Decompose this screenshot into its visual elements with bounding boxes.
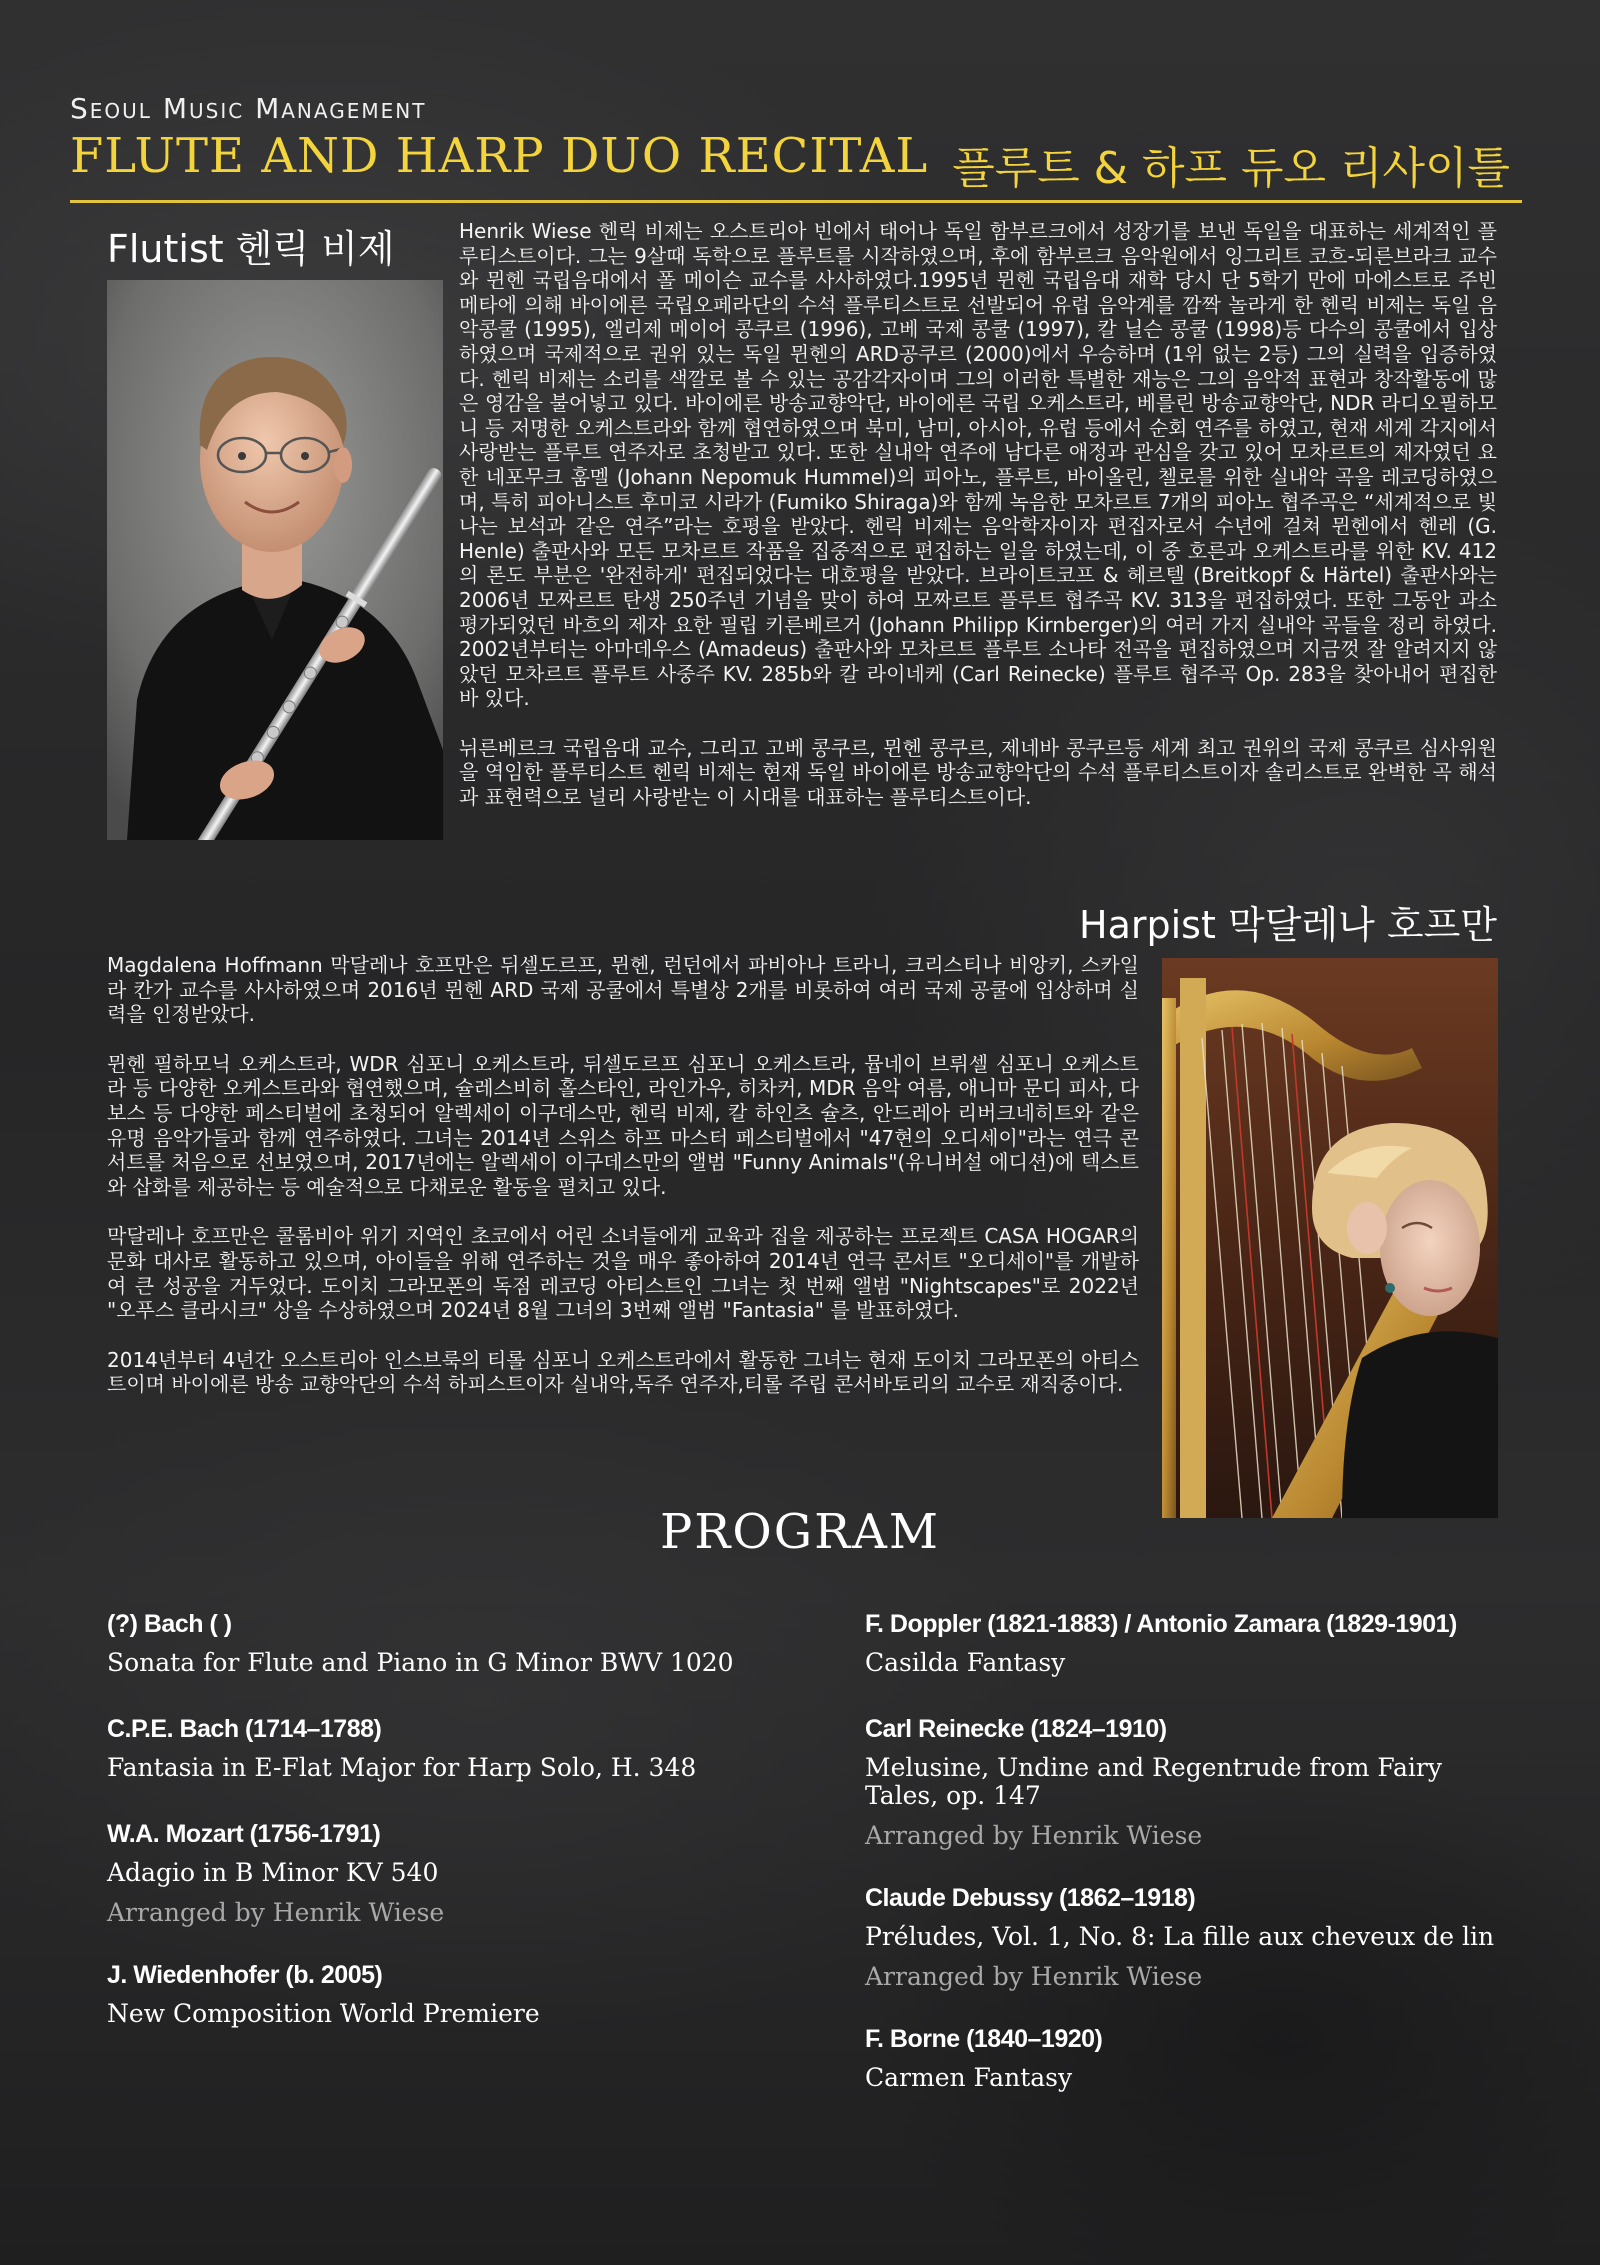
program-item: [865, 1715, 1505, 1850]
flutist-portrait-icon: [107, 280, 443, 840]
program-item: [107, 1961, 807, 2028]
arranger: Arranged by Henrik Wiese: [107, 1898, 445, 1927]
work-title: Fantasia in E-Flat Major for Harp Solo, H. 348: [107, 1753, 697, 1782]
title-korean: 플루트 & 하프 듀오 리사이틀: [952, 143, 1510, 194]
flutist-heading: Flutist 헨릭 비제: [107, 227, 395, 271]
program-item: [865, 1610, 1505, 1677]
program-left-column: [107, 1610, 807, 2066]
title-row: [70, 128, 1522, 203]
harpist-portrait-icon: [1162, 958, 1498, 1518]
program-item: [107, 1715, 807, 1782]
program-item: [865, 1884, 1505, 1991]
brand-name: Seoul Music Management: [70, 92, 427, 125]
work-title: Casilda Fantasy: [865, 1648, 1066, 1677]
work-title: Adagio in B Minor KV 540: [107, 1858, 439, 1887]
arranger: Arranged by Henrik Wiese: [865, 1821, 1203, 1850]
harpist-bio-paragraph: 2014년부터 4년간 오스트리아 인스브룩의 티롤 심포니 오케스트라에서 활동한 그녀는 현재 도이치 그라모폰의 아티스트이며 바이에른 방송 교향악단의 수석 하피스트이자 실내악,독주 연주자,티롤 주립 콘서바토리의 교수로 재직중이다.: [107, 1347, 1139, 1397]
harpist-portrait-image: [1162, 958, 1498, 1518]
composer: J. Wiedenhofer (b. 2005): [107, 1961, 383, 1989]
composer: C.P.E. Bach (1714–1788): [107, 1715, 382, 1743]
work-title: Melusine, Undine and Regentrude from Fairy Tales, op. 147: [865, 1753, 1442, 1810]
program-right-column: [865, 1610, 1505, 2130]
composer: Carl Reinecke (1824–1910): [865, 1715, 1167, 1743]
harpist-heading: Harpist 막달레나 호프만: [1079, 903, 1497, 947]
title-english: FLUTE AND HARP DUO RECITAL: [70, 128, 929, 184]
program-item: [107, 1610, 807, 1677]
harpist-bio-paragraph: Magdalena Hoffmann 막달레나 호프만은 뒤셀도르프, 뮌헨, 런던에서 파비아나 트라니, 크리스티나 비앙키, 스카일라 칸가 교수를 사사하였으며 2016년 뮌헨 ARD 국제 공쿨에서 특별상 2개를 비롯하여 여러 국제 공쿨에 입상하며 실력을 인정받았다.: [107, 953, 1139, 1027]
flutist-bio-paragraph: Henrik Wiese 헨릭 비제는 오스트리아 빈에서 태어나 독일 함부르크에서 성장기를 보낸 독일을 대표하는 세계적인 플루티스트이다. 그는 9살때 독학으로 플루트를 시작하였으며, 후에 함부르크 음악원에서 잉그리트 코흐-되른브라크 교수와 뮌헨 국립음대에서 폴 메이슨 교수를 사사하였다.1995년 뮌헨 국립음대 재학 당시 단 5학기 만에 마에스트로 주빈 메타에 의해 바이에른 국립오페라단의 수석 플루티스트로 선발되어 유럽 음악계를 깜짝 놀라게 한 헨릭 비제는 독일 음악콩쿨 (1995), 엘리제 메이어 콩쿠르 (1996), 고베 국제 콩쿨 (1997), 칼 닐슨 콩쿨 (1998)등 다수의 콩쿨에서 입상하였으며 국제적으로 권위 있는 독일 뮌헨의 ARD공쿠르 (2000)에서 우승하며 (1위 없는 2등) 그의 실력을 입증하였다. 헨릭 비제는 소리를 색깔로 볼 수 있는 공감각자이며 그의 이러한 특별한 재능은 그의 음악적 표현과 창작활동에 많은 영감을 불어넣고 있다. 바이에른 방송교향악단, 바이에른 국립 오케스트라, 베를린 방송교향악단, NDR 라디오필하모니 등 저명한 오케스트라와 함께 협연하였으며 북미, 남미, 아시아, 유럽 등에서 순회 연주를 하였고, 현재 세계 각지에서 사랑받는 플루트 연주자로 초청받고 있다. 또한 실내악 연주에 남다른 애정과 관심을 갖고 있어 모차르트의 제자였던 요한 네포무크 훔멜 (Johann Nepomuk Hummel)의 피아노, 플루트, 바이올린, 첼로를 위한 실내악 곡을 레코딩하였으며, 특히 피아니스트 후미코 시라가 (Fumiko Shiraga)와 함께 녹음한 모차르트 7개의 피아노 협주곡은 “세계적으로 빛나는 보석과 같은 연주”라는 호평을 받았다. 헨릭 비제는 음악학자이자 편집자로서 수년에 걸쳐 뮌헨에서 헨레 (G. Henle) 출판사와 모든 모차르트 작품을 집중적으로 편집하는 일을 하였는데, 이 중 호른과 오케스트라를 위한 KV. 412의 론도 부분은 '완전하게' 편집되었다는 대호평을 받았다. 브라이트코프 & 헤르텔 (Breitkopf & Härtel) 출판사와는 2006년 모짜르트 탄생 250주년 기념을 맞이 하여 모짜르트 플루트 협주곡 KV. 313을 편집하였다. 또한 그동안 과소 평가되었던 바흐의 제자 요한 필립 키른베르거 (Johann Philipp Kirnberger)의 여러 가지 실내악 곡들을 정리 하였다. 2002년부터는 아마데우스 (Amadeus) 출판사와 모차르트 플루트 소나타 전곡을 편집하였으며 지금껏 잘 알려지지 않았던 모차르트 플루트 사중주 KV. 285b와 칼 라이네케 (Carl Reinecke) 플루트 협주곡 Op. 283을 찾아내어 편집한 바 있다.: [459, 219, 1497, 711]
composer: W.A. Mozart (1756-1791): [107, 1820, 381, 1848]
composer: Claude Debussy (1862–1918): [865, 1884, 1196, 1912]
harpist-bio: [107, 953, 1139, 1422]
flutist-bio: [459, 219, 1497, 835]
program-title: PROGRAM: [659, 1504, 941, 1560]
composer: (?) Bach ( ): [107, 1610, 232, 1638]
program-item: [865, 2025, 1505, 2092]
program-item: [107, 1820, 807, 1927]
composer: F. Doppler (1821-1883) / Antonio Zamara (1829-1901): [865, 1610, 1457, 1638]
flutist-bio-paragraph: 뉘른베르크 국립음대 교수, 그리고 고베 콩쿠르, 뮌헨 콩쿠르, 제네바 콩쿠르등 세계 최고 권위의 국제 콩쿠르 심사위원을 역임한 플루티스트 헨릭 비제는 현재 독일 바이에른 방송교향악단의 수석 플루티스트이자 솔리스트로 완벽한 곡 해석과 표현력으로 널리 사랑받는 이 시대를 대표하는 플루티스트이다.: [459, 735, 1497, 810]
harpist-bio-paragraph: 뮌헨 필하모닉 오케스트라, WDR 심포니 오케스트라, 뒤셀도르프 심포니 오케스트라, 뮵네이 브뤼셀 심포니 오케스트라 등 다양한 오케스트라와 협연했으며, 슐레스비히 홀스타인, 라인가우, 히차커, MDR 음악 여름, 애니마 문디 피사, 다보스 등 다양한 페스티벌에 초청되어 알렉세이 이구데스만, 헨릭 비제, 칼 하인츠 슐츠, 안드레아 리버크네히트와 같은 유명 음악가들과 함께 연주하였다. 그녀는 2014년 스위스 하프 마스터 페스티벌에서 "47현의 오디세이"라는 연극 콘서트를 처음으로 선보였으며, 2017년에는 알렉세이 이구데스만의 앨범 "Funny Animals"(유니버설 에디션)에 텍스트와 삽화를 제공하는 등 예술적으로 다채로운 활동을 펼치고 있다.: [107, 1051, 1139, 1199]
work-title: Sonata for Flute and Piano in G Minor BWV 1020: [107, 1648, 734, 1677]
work-title: Carmen Fantasy: [865, 2063, 1073, 2092]
arranger: Arranged by Henrik Wiese: [865, 1962, 1203, 1991]
composer: F. Borne (1840–1920): [865, 2025, 1103, 2053]
harpist-bio-paragraph: 막달레나 호프만은 콜롬비아 위기 지역인 초코에서 어린 소녀들에게 교육과 집을 제공하는 프로젝트 CASA HOGAR의 문화 대사로 활동하고 있으며, 아이들을 위해 연주하는 것을 매우 좋아하여 2014년 연극 콘서트 "오디세이"를 개발하여 큰 성공을 거두었다. 도이치 그라모폰의 독점 레코딩 아티스트인 그녀는 첫 번째 앨범 "Nightscapes"로 2022년 "오푸스 클라시크" 상을 수상하였으며 2024년 8월 그녀의 3번째 앨범 "Fantasia" 를 발표하였다.: [107, 1224, 1139, 1323]
work-title: New Composition World Premiere: [107, 1999, 540, 2028]
flutist-portrait-image: [107, 280, 443, 840]
work-title: Préludes, Vol. 1, No. 8: La fille aux cheveux de lin: [865, 1922, 1495, 1951]
